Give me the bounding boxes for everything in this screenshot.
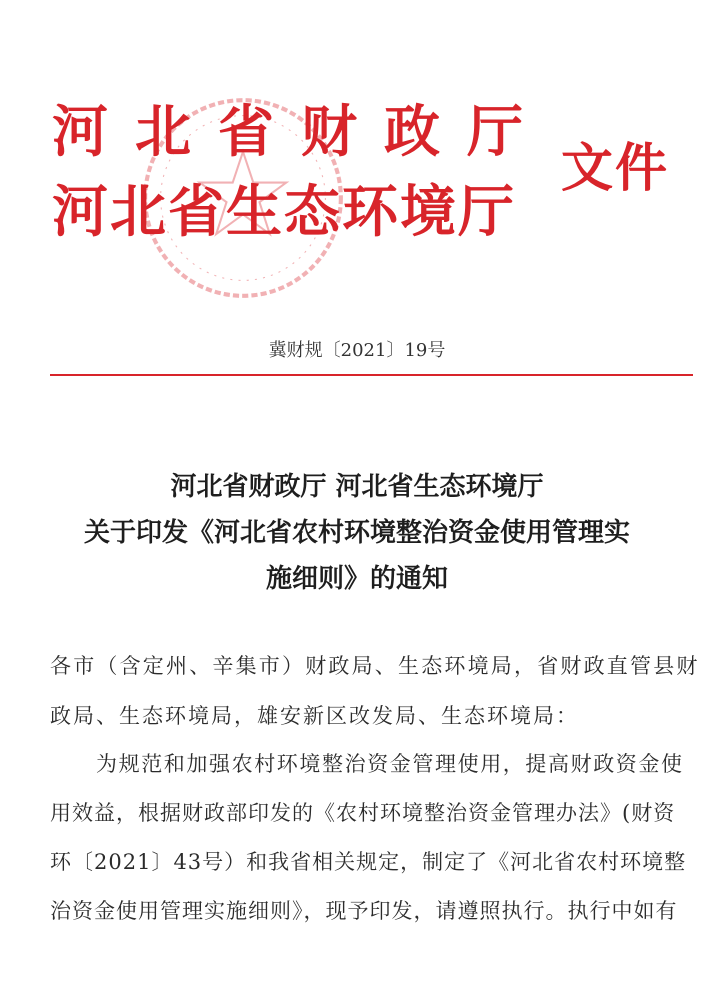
issuer-name-environment: 河北省生态环境厅 [52, 179, 516, 245]
paragraph-line-3: 环〔2021〕43号）和我省相关规定，制定了《河北省农村环境整 [50, 850, 687, 874]
paragraph-line-4: 治资金使用管理实施细则》，现予印发，请遵照执行。执行中如有 [50, 899, 678, 923]
document-number: 冀财规〔2021〕19号 [268, 340, 446, 361]
paragraph-line-2: 用效益，根据财政部印发的《农村环境整治资金管理办法》(财资 [50, 801, 676, 825]
title-line-3: 施细则》的通知 [265, 564, 448, 594]
addressee-line-2: 政局、生态环境局，雄安新区改发局、生态环境局： [50, 704, 579, 728]
title-line-1: 河北省财政厅 河北省生态环境厅 [170, 472, 544, 502]
addressee-line-1: 各市（含定州、辛集市）财政局、生态环境局，省财政直管县财 [50, 654, 700, 678]
red-divider-line [50, 374, 693, 376]
document-label: 文件 [561, 138, 670, 199]
title-line-2: 关于印发《河北省农村环境整治资金使用管理实 [83, 518, 630, 548]
paragraph-line-1: 为规范和加强农村环境整治资金管理使用，提高财政资金使 [96, 752, 684, 776]
issuer-name-finance: 河北省财政厅 [52, 99, 550, 165]
